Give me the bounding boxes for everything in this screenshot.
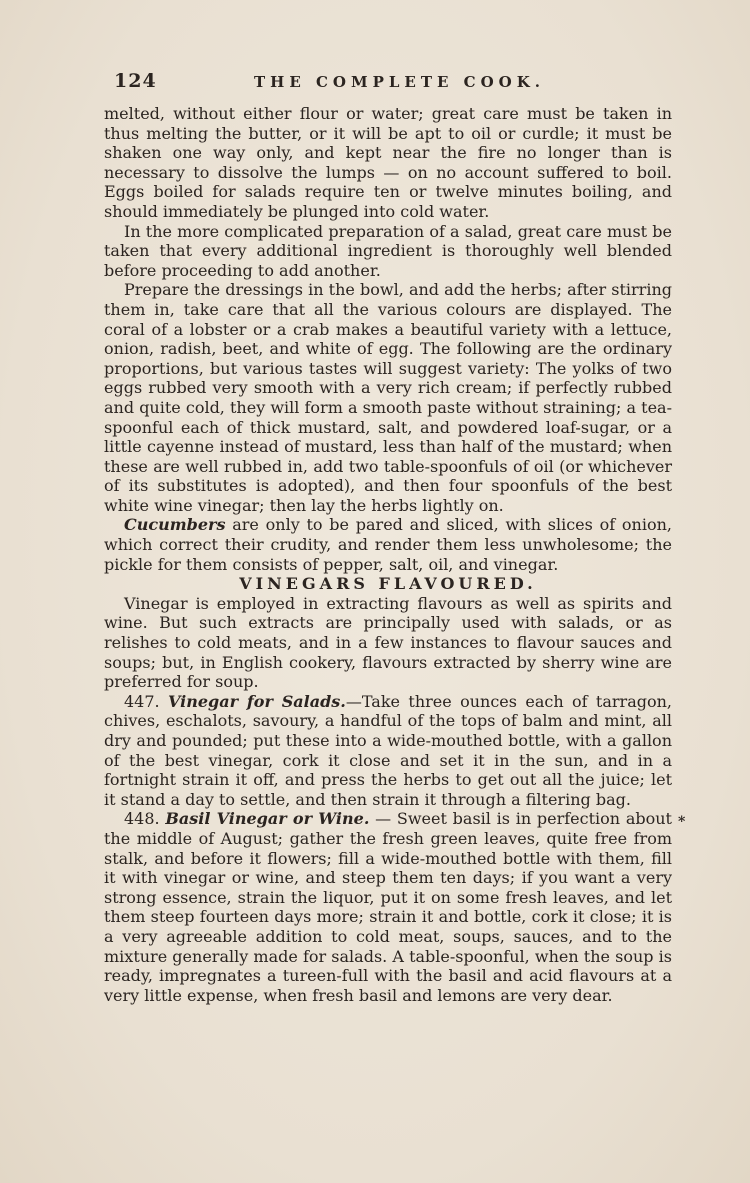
section-title: VINEGARS FLAVOURED. [239, 574, 537, 594]
page-header [104, 70, 670, 100]
recipe-448-title: Basil Vinegar or Wine. [165, 809, 370, 829]
recipe-447-number: 447. [124, 691, 169, 711]
paragraph-cucumbers [104, 515, 672, 574]
paragraph-dressings: Prepare the dressings in the bowl, and add the herbs; after stirring them in, take care that all the various colours are displayed. The coral of a lobster or a crab makes a beautiful variety with a lettuce, onion, radish, beet, and white of egg. The following are the ordinary proportions, but various tastes will suggest variety: The yolks of two eggs rubbed very smooth with a very rich cream; if perfectly rubbed and quite cold, they will form a smooth paste without straining; a tea-spoonful each of thick mustard, salt, and powdered loaf-sugar, or a little cayenne instead of mustard, less than half of the mustard; when these are well rubbed in, add two table-spoonfuls of oil (or whichever of its substitutes is adopted), and then four spoonfuls of the best white wine vinegar; then lay the herbs lightly on. [104, 280, 672, 515]
running-title: THE COMPLETE COOK. [254, 73, 546, 91]
recipe-448-text: — Sweet basil is in perfection about the middle of August; gather the fresh green leaves, quite free from stalk, and before it flowers; fill a wide-mouthed bottle with them, fill it with vinegar or wine, and steep them ten days; if you want a very strong essence, strain the liquor, put it on some fresh leaves, and let them steep fourteen days more; strain it and bottle, cork it close; it is a very agreeable addition to cold meat, soups, sauces, and to the mixture generally made for salads. A table-spoonful, when the soup is ready, impregnates a tureen-full with the basil and acid flavours at a very little expense, when fresh basil and lemons are very dear. [104, 809, 672, 1005]
paragraph-complicated: In the more complicated preparation of a salad, great care must be taken that every additional ingredient is thoroughly well blended before proceeding to add another. [104, 221, 672, 280]
recipe-447-text: —Take three ounces each of tarragon, chives, eschalots, savoury, a handful of the tops of balm and mint, all dry and pounded; put these into a wide-mouthed bottle, with a gallon of the best vinegar, cork it close and set it in the sun, and in a fortnight strain it off, and press the herbs to get out all the juice; let it stand a day to settle, and then strain it through a filtering bag. [104, 691, 673, 809]
recipe-447 [104, 692, 672, 810]
recipe-448-number: 448. [124, 809, 166, 829]
page-number: 124 [114, 70, 157, 92]
recipe-448 [104, 809, 672, 1005]
recipe-447-title: Vinegar for Salads. [168, 691, 346, 711]
paragraph-butter: melted, without either flour or water; great care must be taken in thus melting the butter, or it will be apt to oil or curdle; it must be shaken one way only, and kept near the fire no longer than is necessary to dissolve the lumps — on no account suffered to boil. Eggs boiled for salads require ten or twelve minutes boiling, and should immediately be plunged into cold water. [104, 104, 672, 221]
margin-mark: * [678, 814, 686, 830]
page-body [104, 104, 672, 1005]
paragraph-vinegar-intro: Vinegar is employed in extracting flavours as well as spirits and wine. But such extracts are principally used with salads, or as relishes to cold meats, and in a few instances to flavour sauces and soups; but, in English cookery, flavours extracted by sherry wine are preferred for soup. [104, 593, 672, 692]
cucumbers-text: are only to be pared and sliced, with slices of onion, which correct their crudity, and render them less unwholesome; the pickle for them consists of pepper, salt, oil, and vinegar. [104, 515, 672, 574]
cucumbers-lead: Cucumbers [124, 515, 226, 535]
